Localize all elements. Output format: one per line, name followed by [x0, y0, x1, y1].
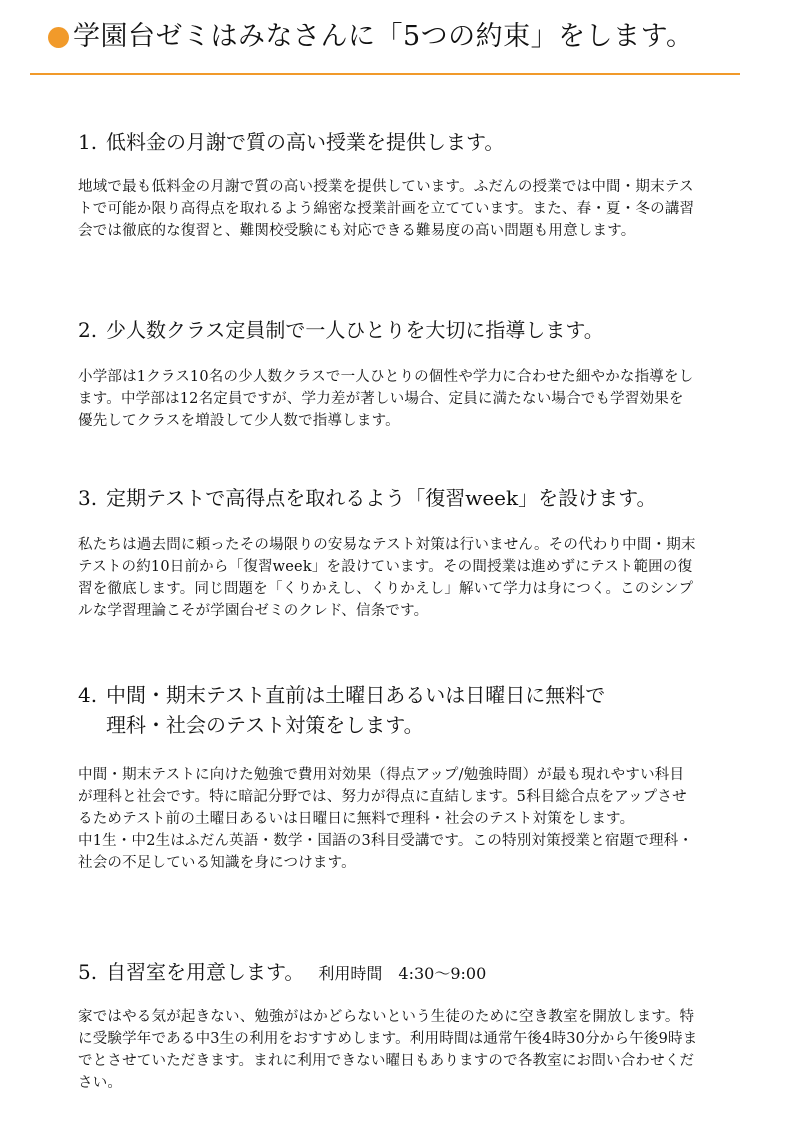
promise-title-line1: 中間・期末テスト直前は土曜日あるいは日曜日に無料で [106, 683, 606, 707]
promise-body [78, 176, 698, 242]
promise-text: 中間・期末テストに向けた勉強で費用対効果（得点アップ/勉強時間）が最も現れやすい科目が理科と社会です。特に暗記分野では、努力が得点に直結します。5科目総合点をアップさせるためテスト前の土曜日あるいは日曜日に無料で理科・社会のテスト対策をします。 [78, 767, 687, 827]
promise-heading [78, 484, 657, 512]
promise-text: 地域で最も低料金の月謝で質の高い授業を提供しています。ふだんの授業では中間・期末テストで可能か限り高得点を取れるよう綿密な授業計画を立てています。また、春・夏・冬の講習会では徹底的な復習と、難関校受験にも対応できる難易度の高い問題も用意します。 [78, 179, 695, 239]
page-header [30, 14, 740, 60]
promise-number: 1. [78, 130, 98, 154]
promise-body [78, 764, 698, 874]
promise-number: 2. [78, 318, 98, 342]
page-title: 学園台ゼミはみなさんに「5つの約束」をします。 [73, 21, 694, 52]
promise-body [78, 534, 698, 622]
promise-heading [78, 680, 605, 740]
promise-text: 中1生・中2生はふだん英語・数学・国語の3科目受講です。この特別対策授業と宿題で理科・社会の不足している知識を身につけます。 [78, 833, 694, 871]
promise-title-line2: 理科・社会のテスト対策をします。 [106, 713, 424, 737]
usage-hours: 利用時間 4:30〜9:00 [318, 964, 487, 983]
promise-title: 低料金の月謝で質の高い授業を提供します。 [106, 130, 505, 154]
promise-number: 5. [78, 960, 98, 984]
promise-title: 少人数クラス定員制で一人ひとりを大切に指導します。 [106, 318, 604, 342]
promise-text: 小学部は1クラス10名の少人数クラスで一人ひとりの個性や学力に合わせた細やかな指導をします。中学部は12名定員ですが、学力差が著しい場合、定員に満たない場合でも学習効果を優先してクラスを増設して少人数で指導します。 [78, 369, 694, 429]
orange-bullet-icon [48, 27, 69, 48]
promise-heading [78, 958, 486, 988]
promise-heading [78, 316, 604, 344]
title-divider [30, 73, 740, 75]
promise-text: 私たちは過去問に頼ったその場限りの安易なテスト対策は行いません。その代わり中間・期末テストの約10日前から「復習week」を設けています。その間授業は進めずにテスト範囲の復習を徹底します。同じ問題を「くりかえし、くりかえし」解いて学力は身につく。このシンプルな学習理論こそが学園台ゼミのクレド、信条です。 [78, 537, 696, 619]
promise-heading [78, 128, 504, 156]
promise-body [78, 366, 698, 432]
promise-text: 家ではやる気が起きない、勉強がはかどらないという生徒のために空き教室を開放します。特に受験学年である中3生の利用をおすすめします。利用時間は通常午後4時30分から午後9時までとさせていただきます。まれに利用できない曜日もありますので各教室にお問い合わせください。 [78, 1009, 698, 1091]
promise-number: 3. [78, 486, 98, 510]
promise-body [78, 1006, 698, 1094]
promise-title: 自習室を用意します。 [106, 960, 305, 984]
promise-title: 定期テストで高得点を取れるよう「復習week」を設けます。 [106, 486, 657, 510]
promise-number: 4. [78, 683, 98, 707]
